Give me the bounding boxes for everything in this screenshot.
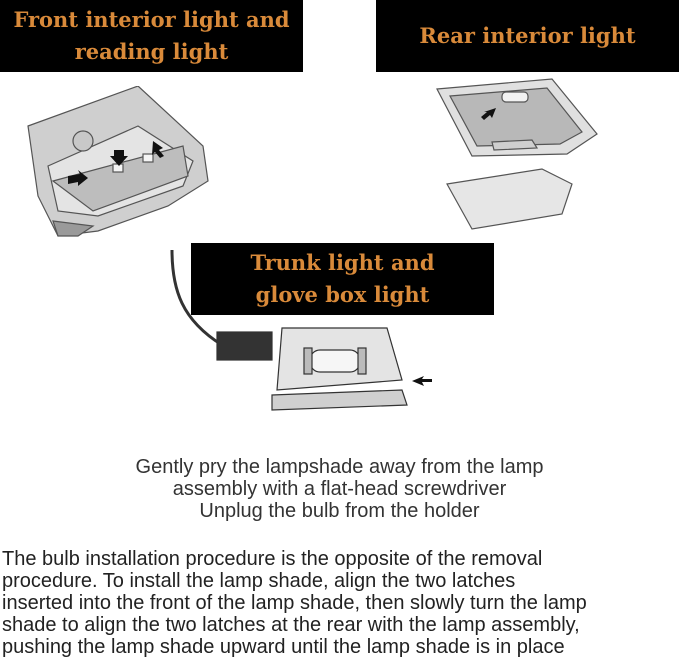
installation-procedure	[2, 548, 678, 658]
rear-light-illustration	[432, 74, 602, 244]
instruction-line: Unplug the bulb from the holder	[199, 500, 480, 522]
front-label-line1: Front interior light and	[13, 7, 290, 32]
procedure-line: shade to align the two latches at the rear with the lamp assembly,	[2, 614, 580, 636]
rear-light-label	[376, 0, 679, 72]
procedure-line: pushing the lamp shade upward until the lamp shade is in place	[2, 636, 565, 658]
instruction-line: assembly with a flat-head screwdriver	[172, 478, 507, 500]
instruction-line: Gently pry the lampshade away from the lamp	[135, 456, 544, 478]
arrow-icon	[412, 376, 432, 386]
trunk-light-illustration	[162, 250, 442, 420]
trunk-label-line1: Trunk light and	[250, 250, 435, 275]
front-light-illustration	[18, 86, 218, 246]
rear-label-text: Rear interior light	[419, 23, 636, 48]
procedure-line: The bulb installation procedure is the opposite of the removal	[2, 548, 543, 570]
trunk-label-line2: glove box light	[255, 282, 430, 307]
procedure-line: procedure. To install the lamp shade, align the two latches	[2, 570, 516, 592]
front-light-label	[0, 0, 303, 72]
procedure-line: inserted into the front of the lamp shade, then slowly turn the lamp	[2, 592, 587, 614]
front-label-line2: reading light	[74, 39, 229, 64]
removal-instructions	[0, 456, 679, 522]
